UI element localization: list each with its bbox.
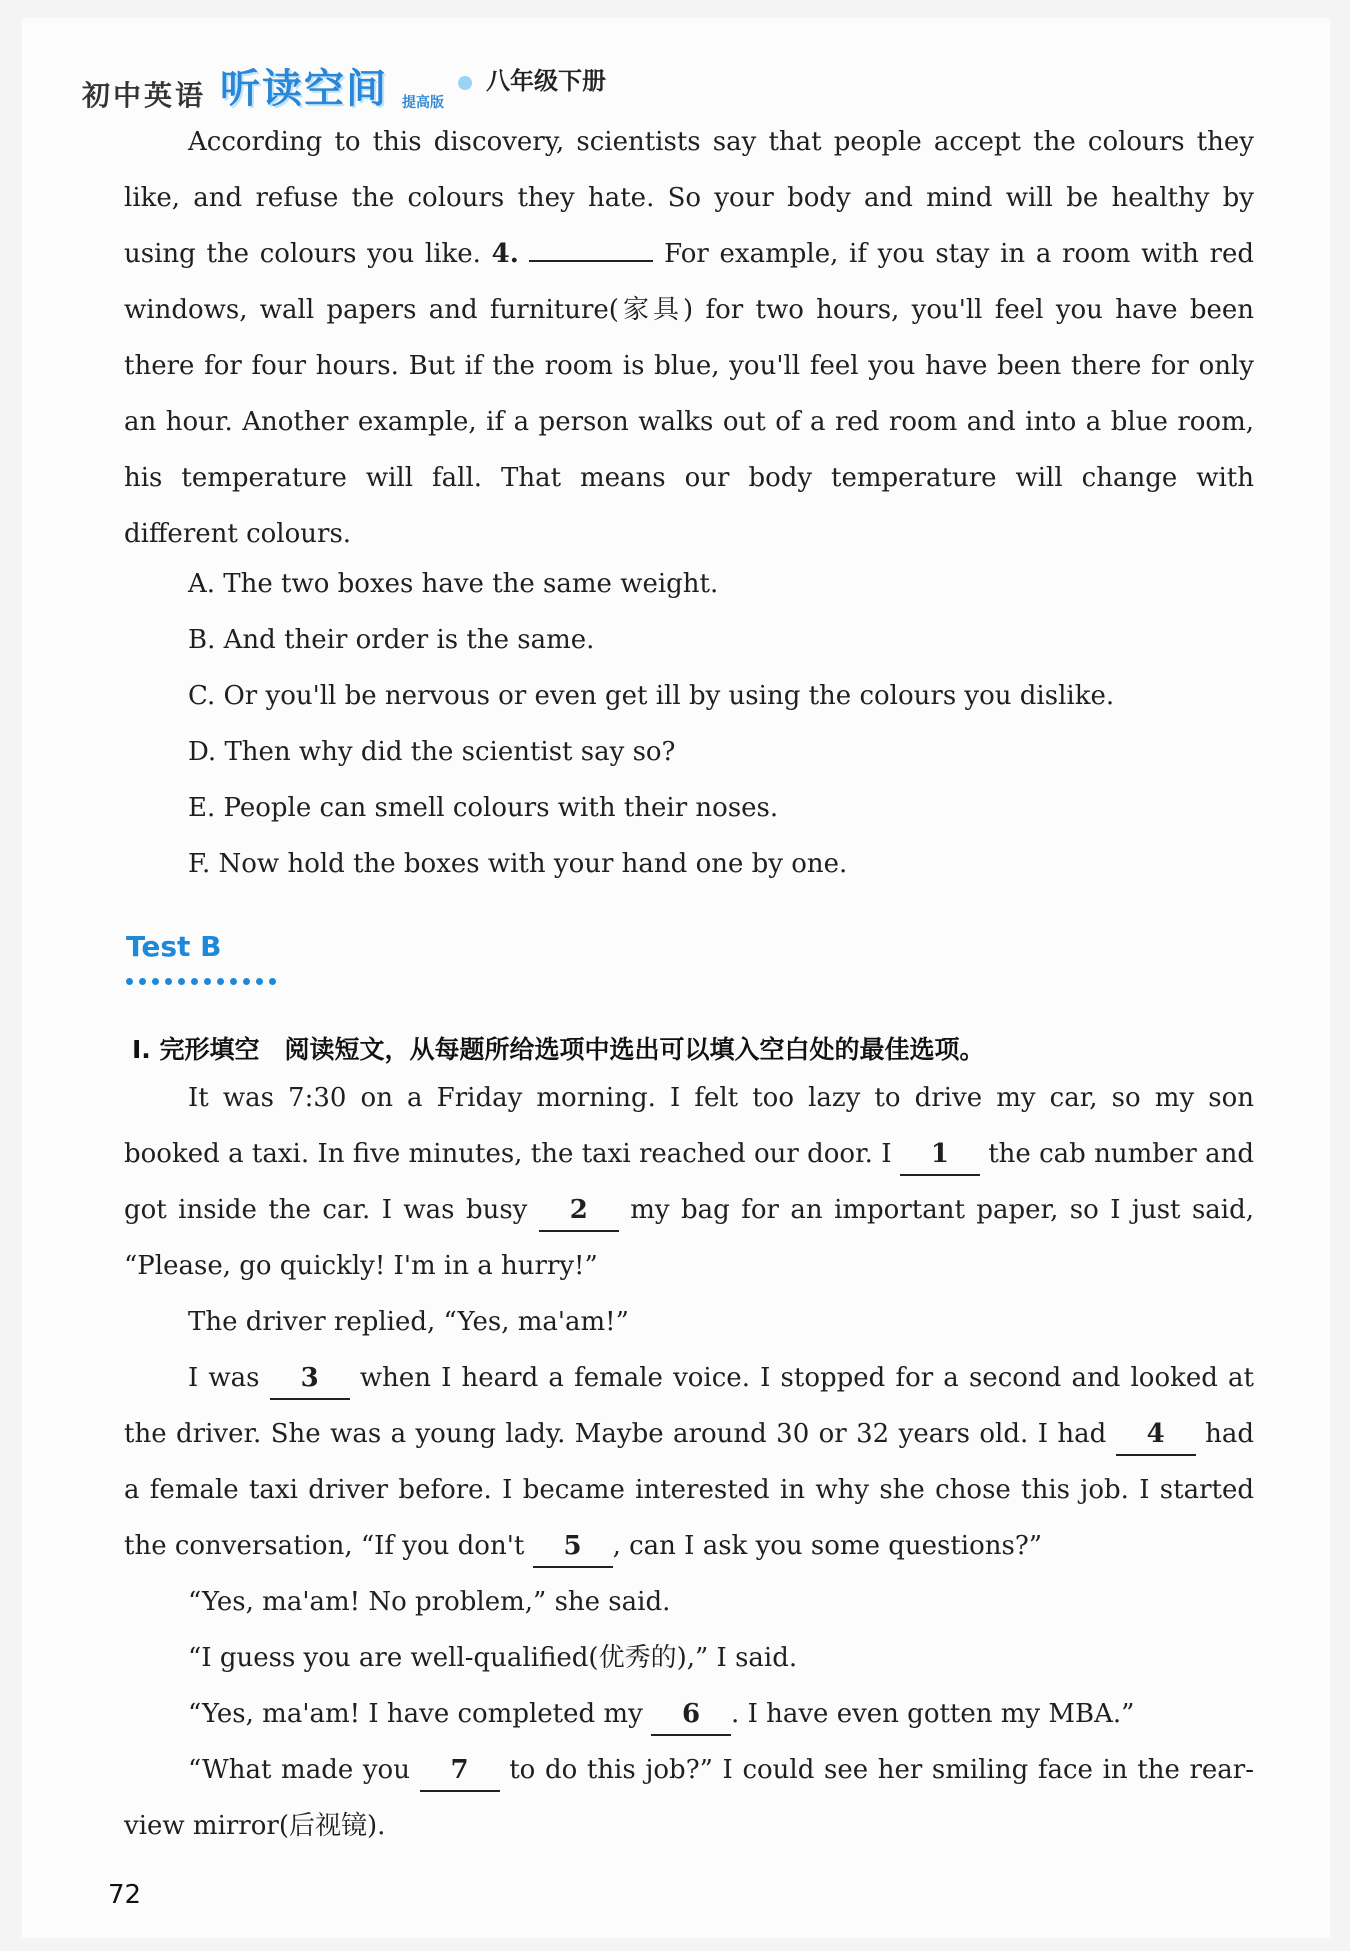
text-segment: had a female taxi driver before. I became interested in why she chose this job. I started the conversation, “If you don't	[124, 1419, 1255, 1561]
text-segment: to do this job?” I could see her smiling face in the rear-view mirror(后视镜).	[124, 1755, 1254, 1841]
test-b-title: Test B	[126, 930, 222, 963]
cloud-icon	[458, 76, 472, 90]
grade-label: 八年级下册	[486, 67, 607, 95]
page-header	[82, 54, 606, 114]
text-segment: when I heard a female voice. I stopped for a second and looked at the driver. She was a young lady. Maybe around 30 or 32 years old. I had	[124, 1363, 1254, 1449]
option-list	[188, 556, 1114, 892]
answer-blank: 2	[539, 1190, 619, 1232]
text-segment: , can I ask you some questions?”	[612, 1531, 1043, 1561]
passage-top	[124, 114, 1254, 562]
paragraph	[124, 1742, 1254, 1854]
paragraph	[124, 1686, 1254, 1742]
option-item: A. The two boxes have the same weight.	[188, 569, 719, 599]
cloze-passage	[124, 1070, 1254, 1854]
series-name: 初中英语	[82, 79, 207, 112]
option-item: D. Then why did the scientist say so?	[188, 737, 676, 767]
question-number: 4.	[491, 239, 519, 269]
title-underline-dots	[126, 978, 276, 985]
brand-logo-text: 听读空间	[220, 66, 389, 112]
answer-blank: 7	[420, 1750, 500, 1792]
answer-blank: 3	[270, 1358, 350, 1400]
answer-blank: 1	[900, 1134, 980, 1176]
text-segment: the cab number and got inside the car. I was busy	[124, 1139, 1254, 1225]
answer-blank: 6	[651, 1694, 731, 1736]
paragraph	[124, 1070, 1254, 1294]
text-segment: . I have even gotten my MBA.”	[731, 1699, 1135, 1729]
text-segment: “What made you	[188, 1755, 410, 1785]
section-heading: I. 完形填空 阅读短文，从每题所给选项中选出可以填入空白处的最佳选项。	[132, 1035, 985, 1064]
paragraph: “I guess you are well-qualified(优秀的),” I said.	[188, 1643, 798, 1673]
paragraph	[124, 114, 1254, 562]
answer-blank: 5	[533, 1526, 613, 1568]
text-segment: For example, if you stay in a room with red windows, wall papers and furniture(家具) for two hours, you'll feel you have been there for four hours. But if the room is blue, you'll feel you have been there for only an hour. Another example, if a person walks out of a red room and into a blue room, his temperature will fall. That means our body temperature will change with different colours.	[124, 239, 1255, 549]
textbook-page	[22, 18, 1330, 1938]
edition-label: 提高版	[402, 95, 445, 111]
paragraph: “Yes, ma'am! No problem,” she said.	[188, 1587, 671, 1617]
answer-blank: 4	[1116, 1414, 1196, 1456]
page-number: 72	[108, 1880, 142, 1910]
option-item: E. People can smell colours with their noses.	[188, 793, 779, 823]
text-segment: “Yes, ma'am! I have completed my	[188, 1699, 643, 1729]
paragraph: The driver replied, “Yes, ma'am!”	[188, 1307, 629, 1337]
option-item: B. And their order is the same.	[188, 625, 595, 655]
option-item: C. Or you'll be nervous or even get ill by using the colours you dislike.	[188, 681, 1115, 711]
text-segment: According to this discovery, scientists say that people accept the colours they like, and refuse the colours they hate. So your body and mind will be healthy by using the colours you like.	[124, 127, 1254, 269]
answer-blank	[529, 260, 653, 262]
text-segment: I was	[188, 1363, 260, 1393]
paragraph	[124, 1350, 1254, 1574]
text-segment: my bag for an important paper, so I just said, “Please, go quickly! I'm in a hurry!”	[124, 1195, 1255, 1281]
text-segment: It was 7:30 on a Friday morning. I felt too lazy to drive my car, so my son booked a taxi. In five minutes, the taxi reached our door. I	[124, 1083, 1254, 1169]
option-item: F. Now hold the boxes with your hand one by one.	[188, 849, 848, 879]
